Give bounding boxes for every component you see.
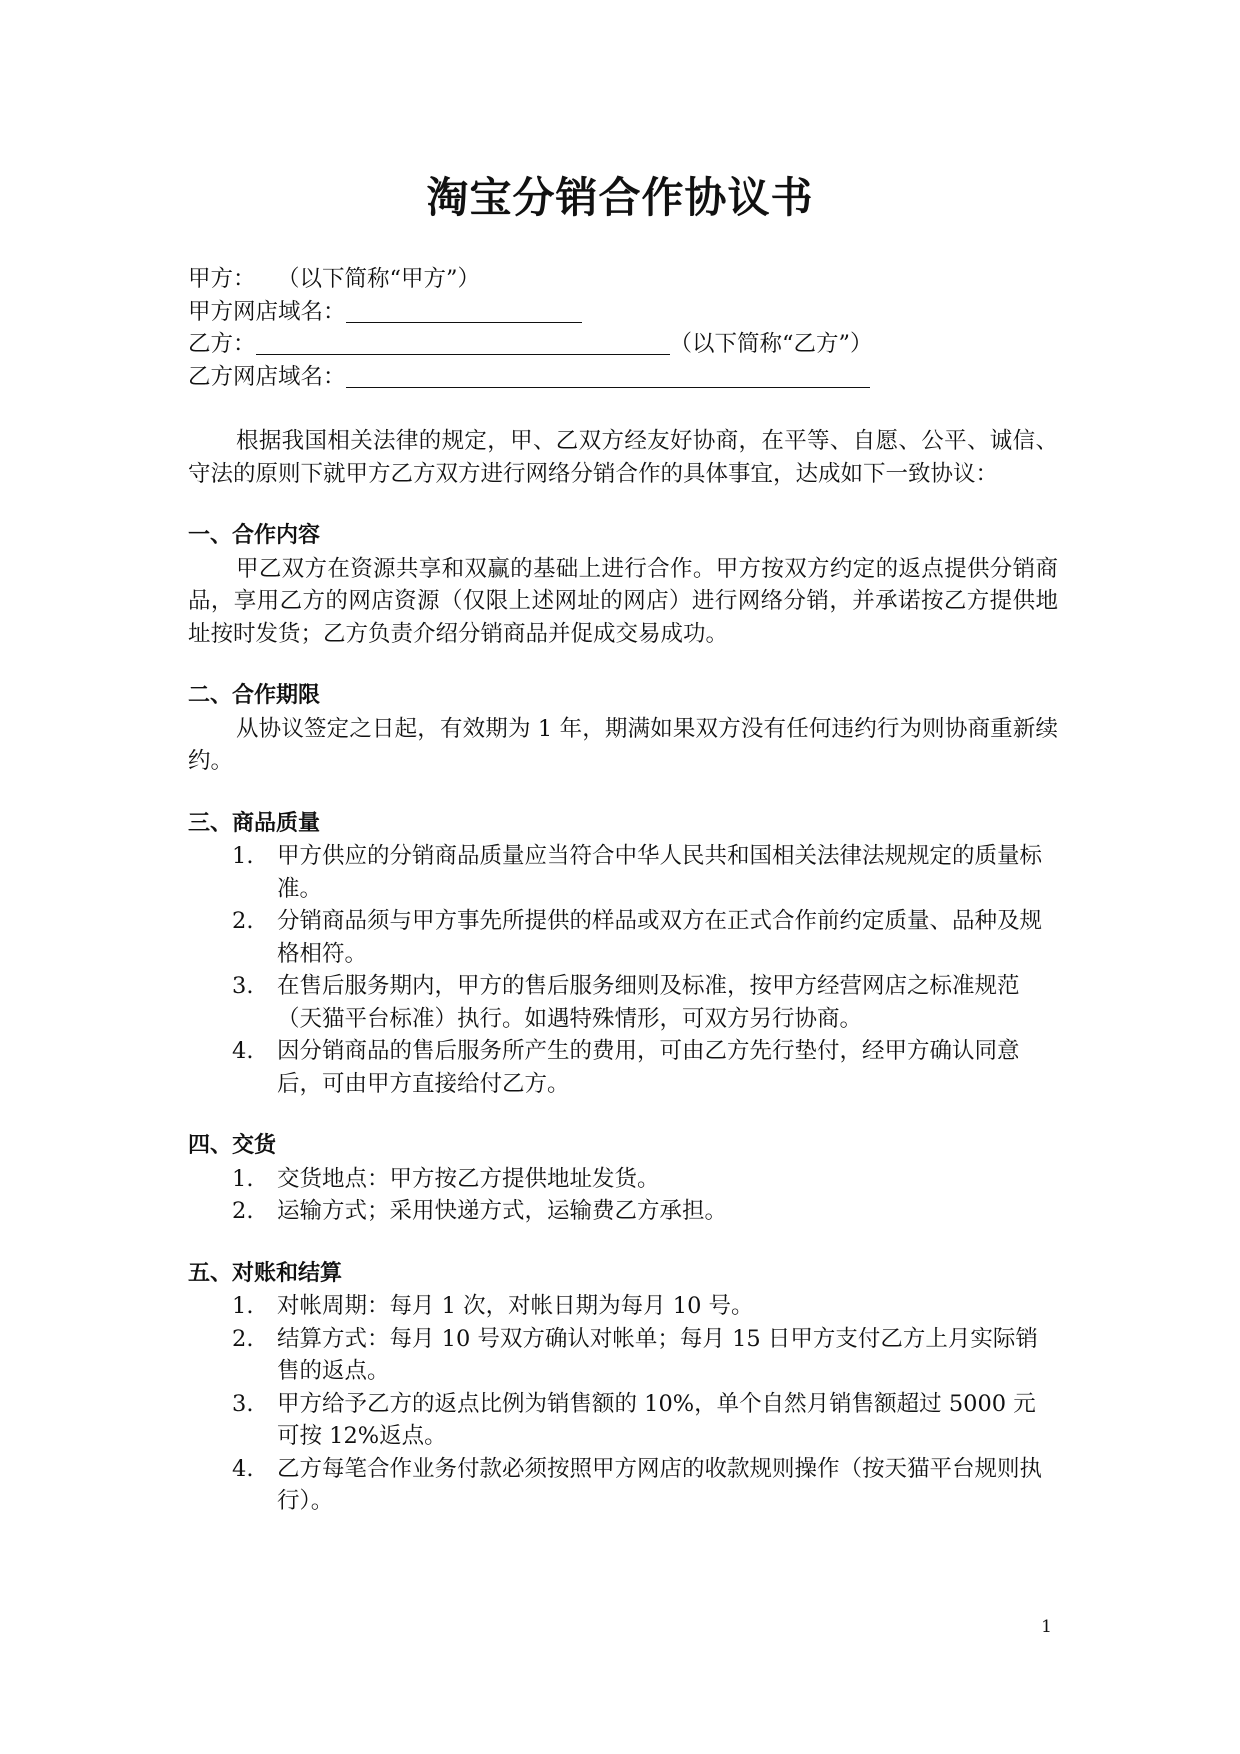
section-5-list: [188, 1290, 1058, 1518]
party-a-line: [188, 263, 1058, 296]
list-item-number: 2.: [232, 1198, 254, 1224]
list-item-text: 交货地点：甲方按乙方提供地址发货。: [277, 1165, 660, 1192]
section-2-heading: 二、合作期限: [188, 683, 321, 708]
list-item-number: 3.: [232, 1390, 254, 1417]
section-2-paragraph: 从协议签定之日起，有效期为 1 年，期满如果双方没有任何违约行为则协商重新续约。: [188, 715, 1058, 774]
list-item-text: 因分销商品的售后服务所产生的费用，可由乙方先行垫付，经甲方确认同意后，可由甲方直接给付乙方。: [277, 1038, 1020, 1097]
party-b-shop-label: 乙方网店域名：: [188, 363, 346, 390]
section-3-list: [188, 840, 1058, 1100]
parties-block: [188, 263, 1058, 393]
list-item-text: 在售后服务期内，甲方的售后服务细则及标准，按甲方经营网店之标准规范（天猫平台标准）执行。如遇特殊情形，可双方另行协商。: [277, 973, 1020, 1032]
list-item: [188, 1035, 1058, 1100]
party-b-shop-blank[interactable]: [346, 365, 870, 388]
party-a-shop-line: [188, 296, 1058, 329]
party-b-line: [188, 328, 1058, 361]
list-item: [188, 970, 1058, 1035]
list-item: [188, 1388, 1058, 1453]
list-item-text: 分销商品须与甲方事先所提供的样品或双方在正式合作前约定质量、品种及规格相符。: [277, 908, 1043, 967]
list-item-number: 4.: [232, 1455, 254, 1482]
section-5-heading: 五、对账和结算: [188, 1260, 343, 1286]
list-item: [188, 1195, 1058, 1228]
party-b-blank[interactable]: [256, 332, 670, 355]
section-1-paragraph: 甲乙双方在资源共享和双赢的基础上进行合作。甲方按双方约定的返点提供分销商品，享用乙方的网店资源（仅限上述网址的网店）进行网络分销，并承诺按乙方提供地址按时发货；乙方负责介绍分销商品并促成交易成功。: [188, 555, 1058, 647]
list-item-number: 2.: [232, 908, 254, 934]
section-3-heading: 三、商品质量: [188, 810, 321, 836]
list-item-text: 运输方式；采用快递方式，运输费乙方承担。: [277, 1198, 728, 1224]
section-4-heading: 四、交货: [188, 1133, 277, 1158]
party-a-suffix: （以下简称“甲方”）: [276, 266, 480, 292]
section-4-list: [188, 1163, 1058, 1228]
list-item: [188, 840, 1058, 905]
list-item-text: 甲方给予乙方的返点比例为销售额的 10%，单个自然月销售额超过 5000 元可按 12%返点。: [277, 1390, 1036, 1449]
list-item-number: 3.: [232, 973, 254, 999]
party-b-label: 乙方：: [188, 331, 256, 357]
list-item-number: 1.: [232, 1293, 254, 1319]
document-body: [188, 263, 1058, 1518]
party-b-suffix: （以下简称“乙方”）: [669, 331, 873, 357]
list-item-text: 结算方式：每月 10 号双方确认对帐单；每月 15 日甲方支付乙方上月实际销售的返点。: [277, 1325, 1038, 1384]
section-1-heading: 一、合作内容: [188, 523, 321, 548]
party-a-shop-blank[interactable]: [346, 300, 582, 323]
list-item-number: 1.: [232, 1165, 254, 1192]
document-title: 淘宝分销合作协议书: [426, 173, 814, 222]
list-item-text: 乙方每笔合作业务付款必须按照甲方网店的收款规则操作（按天猫平台规则执行）。: [277, 1455, 1043, 1514]
party-a-shop-label: 甲方网店域名：: [188, 298, 346, 325]
list-item-number: 2.: [232, 1325, 254, 1352]
list-item-number: 4.: [232, 1038, 254, 1064]
list-item-number: 1.: [232, 843, 254, 869]
list-item: [188, 1290, 1058, 1323]
list-item: [188, 905, 1058, 970]
page-number: 1: [1041, 1617, 1052, 1637]
list-item-text: 甲方供应的分销商品质量应当符合中华人民共和国相关法律法规规定的质量标准。: [277, 843, 1043, 902]
intro-paragraph: 根据我国相关法律的规定，甲、乙双方经友好协商，在平等、自愿、公平、诚信、守法的原则下就甲方乙方双方进行网络分销合作的具体事宜，达成如下一致协议：: [188, 428, 1058, 487]
party-a-label: 甲方：: [188, 266, 256, 292]
party-b-shop-line: [188, 361, 1058, 394]
list-item: [188, 1163, 1058, 1196]
list-item: [188, 1323, 1058, 1388]
list-item-text: 对帐周期：每月 1 次，对帐日期为每月 10 号。: [277, 1293, 754, 1319]
list-item: [188, 1453, 1058, 1518]
